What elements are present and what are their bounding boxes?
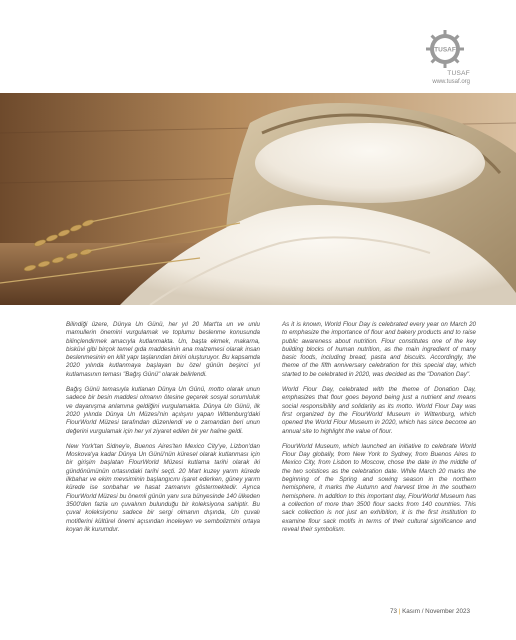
brand-name: TUSAF (447, 70, 470, 77)
english-paragraph-1: As it is known, World Flour Day is celebrated every year on March 20 to emphasize the importance of flour and bakery products and to raise public awareness about nutrition. Flour constitutes one of the key building blocks of human nutrition, as the main ingredient of many basic foods, including bread, pasta and biscuits. Accordingly, the theme of the fifth anniversary celebration for this special day, which started to be celebrated in 2020, was decided as the "Donation Day". (282, 321, 476, 378)
english-column (282, 321, 476, 541)
english-paragraph-2: World Flour Day, celebrated with the theme of Donation Day, emphasizes that flour goes beyond being just a nutrient and means social responsibility and solidarity as its motto. World Flour Day was first organized by the FlourWorld Museum in Wittenburg, which opened the World Flour Museum in 2020, which has since become an annual site to highlight the value of flour. (282, 386, 476, 435)
turkish-paragraph-2: Bağış Günü temasıyla kutlanan Dünya Un Günü, motto olarak unun sadece bir besin maddesi olmanın ötesine geçerek sosyal sorumluluk ve dayanışma anlamına geldiğini vurgulamakta. Dünya Un Günü, ilk 2020 yılında Dünya Un Müzesi'nin açılışını yapan Wittenburg'daki FlourWorld Müzesi tarafından düzenlendi ve o zamandan beri unun değerini vurgulamak için her yıl ziyaret edilen bir yer haline geldi. (66, 386, 260, 435)
page-number: 73 (389, 608, 397, 615)
english-paragraph-3: FlourWorld Museum, which launched an initiative to celebrate World Flour Day globally, from New York to Sydney, from Buenos Aires to Mexico City, from Lisbon to Moscow, chose the date in the middle of the two solstices as the celebration date. While March 20 marks the beginning of the Spring and sowing season in the northern hemisphere, it marks the Autumn and harvest time in the southern hemisphere. In addition to this important day, FlourWorld Museum has a collection of more than 3500 flour sacks from 140 countries. This sack collection is not just an exhibition, it is the first institution to examine flour sack motifs in terms of their cultural significance and reveal their symbolism. (282, 442, 476, 533)
logo-text: TUSAF (434, 46, 456, 54)
footer-separator: | (398, 608, 401, 615)
turkish-paragraph-1: Bilindiği üzere, Dünya Un Günü, her yıl 20 Mart'ta un ve unlu mamullerin önemini vurgulamak ve toplumu beslenme konusunda bilinçlendirmek amacıyla kutlanmakta. Un, başta ekmek, makarna, bisküvi gibi birçok temel gıda maddesinin ana malzemesi olarak insan beslenmesinin en kilit yapı taşlarından birini oluşturuyor. Bu kapsamda 2020 yılında kutlanmaya başlayan bu özel günün beşinci yıl kutlamasının teması "Bağış Günü" olarak belirlendi. (66, 321, 260, 378)
brand-url[interactable]: www.tusaf.org (432, 79, 470, 85)
turkish-paragraph-3: New York'tan Sidney'e, Buenos Aires'ten Mexico City'ye, Lizbon'dan Moskova'ya kadar Dünya Un Günü'nün küresel olarak kutlanması için bir girişim başlatan FlourWorld Müzesi kutlama tarihi olarak iki gündönümünün ortasındaki tarihi seçti. 20 Mart kuzey yarım kürede ilkbahar ve ekim mevsiminin başlangıcını işaret ederken, güney yarım kürede ise sonbahar ve hasat zamanını göstermektedir. Ayrıca FlourWorld Müzesi bu önemli günün yanı sıra bünyesinde 140 ülkeden 3500'den fazla un çuvalının bulunduğu bir koleksiyona sahiptir. Bu çuval koleksiyonu sadece bir sergi olmanın dışında, Un çuvalı motiflerini kültürel önemi açısından inceleyen ve sembolizmini ortaya koyan ilk kurumdur. (66, 442, 260, 533)
tusaf-logo (426, 30, 464, 68)
hero-image-flour-sack (0, 93, 516, 305)
issue-date: Kasım / November 2023 (402, 608, 470, 615)
page-footer (380, 608, 470, 615)
turkish-column (66, 321, 260, 541)
